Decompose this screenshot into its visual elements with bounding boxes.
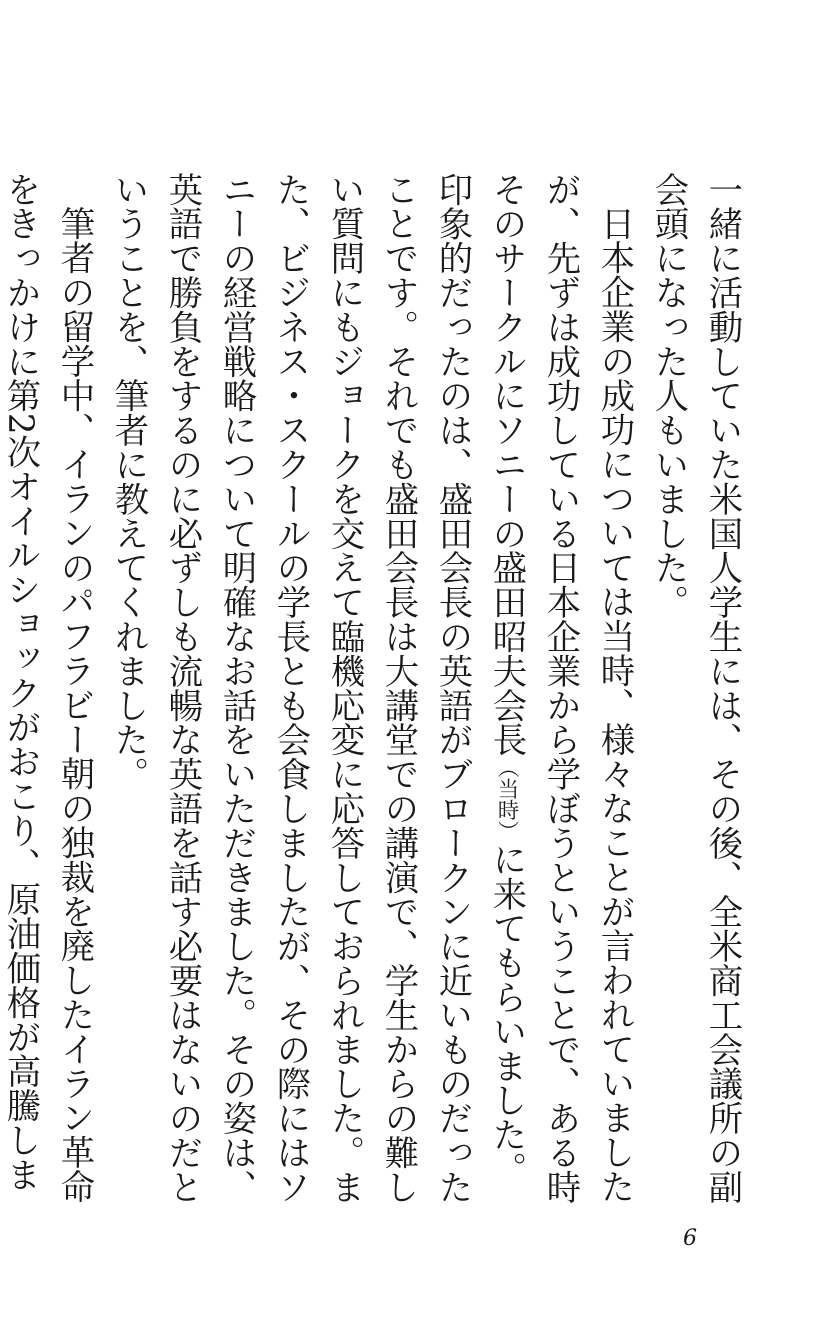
page-number: 6 [683,1226,697,1251]
paragraph-3 [0,172,101,1204]
paragraph-text: 日本企業の成功については当時、様々なことが言われていましたが、先ずは成功している日本企業から学ぼうということで、ある時そのサークルにソニーの盛田昭夫会長 [486,172,634,1204]
paragraph-1 [641,172,749,1204]
paragraph-2 [101,172,641,1204]
paragraph-text: に来てもらいました。印象的だったのは、盛田会長の英語がブロークンに近いものだったことです。それでも盛田会長は大講堂での講演で、学生からの難しい質問にもジョークを交えて臨機応変に応答しておられました。また、ビジネス・スクールの学長とも会食しましたが、その際にはソニーの経営戦略について明確なお話をいただきました。その姿は、英語で勝負をするのに必ずしも流暢な英語を話す必要はないのだということを、筆者に教えてくれました。 [108,172,526,1204]
body-text [0,172,749,1204]
paragraph-text: 一緒に活動していた米国人学生には、その後、全米商工会議所の副会頭になった人もいました。 [648,172,742,1204]
annotation-at-the-time: （当時） [494,756,519,843]
paragraph-text: 筆者の留学中、イランのパフラビー朝の独裁を廃したイラン革命をきっかけに第2次オイルショックがおこり、原油価格が高騰しま [0,172,94,1204]
